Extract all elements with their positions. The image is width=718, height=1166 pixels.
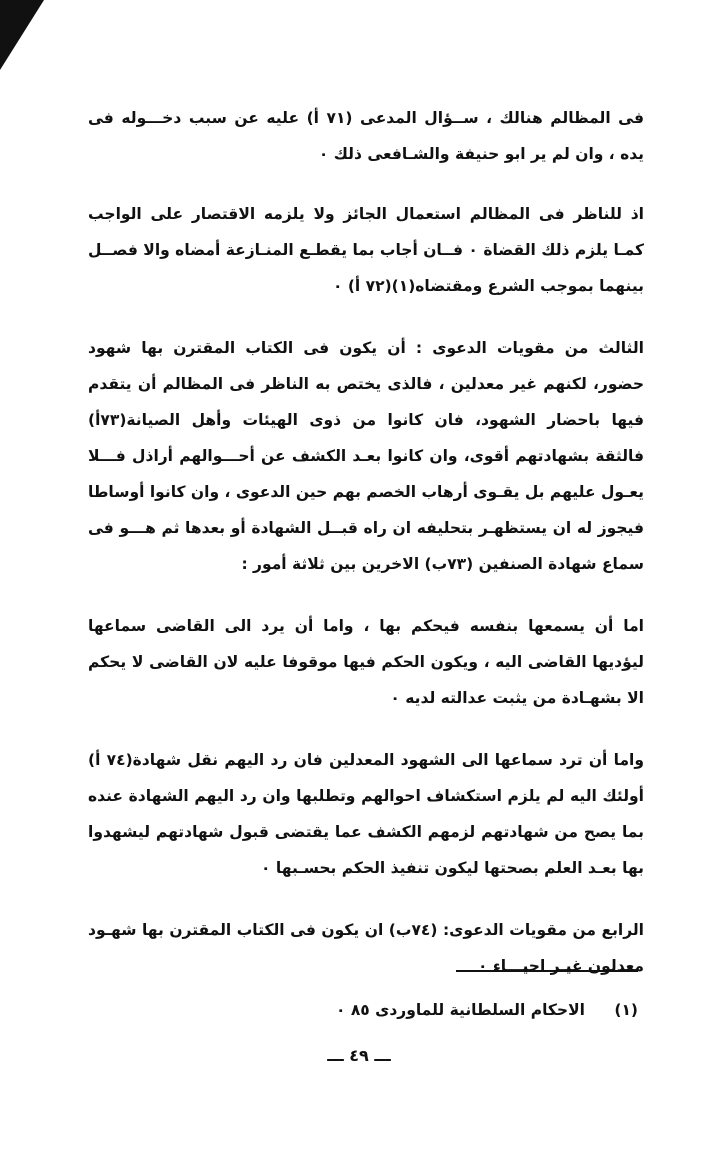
paragraph-6: الرابع من مقويات الدعوى: (٧٤ب) ان يكون فى الكتاب المقترن بها شهـود معدلون غيـر احيـــاء ٠ xyxy=(88,921,644,975)
paragraph-2: اذ للناظر فى المظالم استعمال الجائز ولا يلزمه الاقتصار على الواجب كمـا يلزم ذلك القضاة ٠ فــان أجاب بما يقطـع المنـازعة أمضاه والا فصــل بينهما بموجب الشرع ومقتضاه(١)(٧٢ أ) ٠ xyxy=(88,205,644,295)
paragraph-3: الثالث من مقويات الدعوى : أن يكون فى الكتاب المقترن بها شهود حضور، لكنهم غير معدلين ، فالذى يختص به الناظر فى المظالم أن يتقدم فيها باحضار الشهود، فان كانوا من ذوى الهيئات وأهل الصيانة(٧٣أ) فالثقة بشهادتهم أقوى، وان كانوا بعـد الكشف عن أحـــوالهم أراذل فـــلا يعـول عليهم بل يقـوى أرهاب الخصم بهم حين الدعوى ، وان كانوا أوساطا فيجوز له ان يستظهـر بتحليفه ان راه قبــل الشهادة أو بعدها ثم هـــو فى سماع شهادة الصنفين (٧٣ب) الاخرين بين ثلاثة أمور : xyxy=(88,339,644,573)
footnote-text: الاحكام السلطانية للماوردى ٨٥ ٠ xyxy=(335,1001,585,1019)
footnote-separator xyxy=(456,970,638,972)
paragraph-4: اما أن يسمعها بنفسه فيحكم بها ، واما أن يرد الى القاضى سماعها ليؤديها القاضى اليه ، ويكون الحكم فيها موقوفا عليه لان القاضى لا يحكم الا بشهـادة من يثبت عدالته لديه ٠ xyxy=(88,617,644,707)
footnote-number: (١) xyxy=(614,1001,638,1019)
paragraph-1: فى المظالم هنالك ، ســؤال المدعى (٧١ أ) عليه عن سبب دخـــوله فى يده ، وان لم ير ابو حنيفة والشـافعى ذلك ٠ xyxy=(88,109,645,163)
page-number: ـــ ٤٩ ـــ xyxy=(327,1046,391,1065)
paragraph-5: واما أن ترد سماعها الى الشهود المعدلين فان رد اليهم نقل شهادة(٧٤ أ) أولئك اليه لم يلزم استكشاف احوالهم وتطلبها وان رد اليهم الشهادة عنده بما يصح من شهادتهم لزمهم الكشف عما يقتضى قبول شهادتهم ليشهدوا بها بعـد العلم بصحتها ليكون تنفيذ الحكم بحسـبها ٠ xyxy=(88,751,644,877)
document-body xyxy=(88,100,644,1010)
footnote xyxy=(250,995,638,1025)
page-corner-mark xyxy=(0,0,44,70)
